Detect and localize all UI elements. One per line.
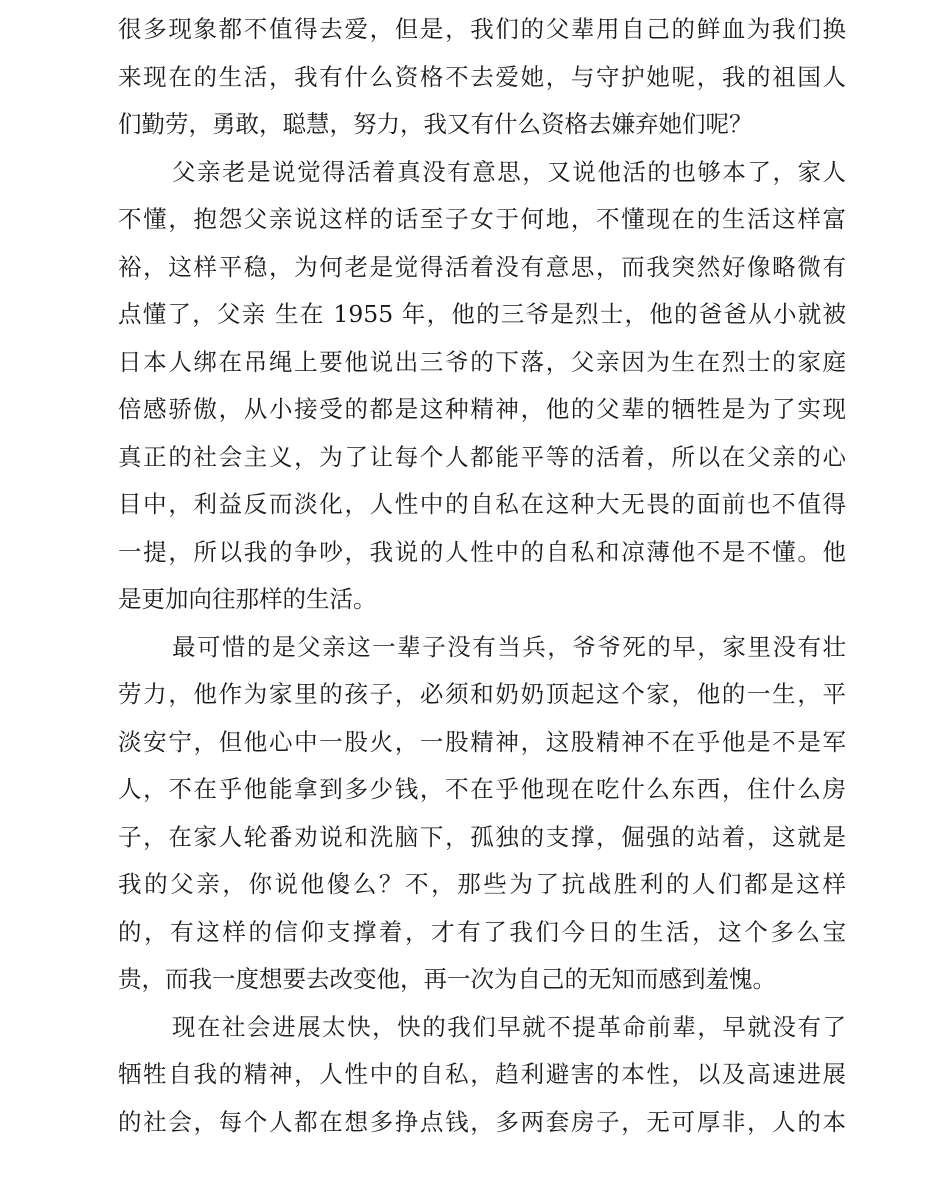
- text-line: 牺牲自我的精神，人性中的自私，趋利避害的本性，以及高速进展: [118, 1060, 846, 1088]
- paragraph-4: [118, 1004, 846, 1147]
- text-line: 不懂，抱怨父亲说这样的话至子女于何地，不懂现在的生活这样富: [118, 205, 846, 233]
- text-line: 人，不在乎他能拿到多少钱，不在乎他现在吃什么东西，住什么房: [118, 775, 846, 803]
- paragraph-3: [118, 624, 846, 1004]
- text-line: 淡安宁，但他心中一股火，一股精神，这股精神不在乎他是不是军: [118, 727, 846, 756]
- text-line: 的社会，每个人都在想多挣点钱，多两套房子，无可厚非，人的本: [118, 1107, 846, 1136]
- text-line: 父亲老是说觉得活着真没有意思，又说他活的也够本了，家人: [172, 157, 846, 186]
- text-line: 真正的社会主义，为了让每个人都能平等的活着，所以在父亲的心: [118, 442, 846, 471]
- paragraph-1: [118, 6, 846, 149]
- text-line: 倍感骄傲，从小接受的都是这种精神，他的父辈的牺牲是为了实现: [118, 395, 846, 423]
- text-line: 是更加向往那样的生活。: [118, 585, 377, 613]
- text-line: 子，在家人轮番劝说和洗脑下，孤独的支撑，倔强的站着，这就是: [118, 822, 846, 851]
- text-line: 日本人绑在吊绳上要他说出三爷的下落，父亲因为生在烈士的家庭: [118, 347, 846, 376]
- document-page: [118, 6, 846, 1146]
- text-line: 们勤劳，勇敢，聪慧，努力，我又有什么资格去嫌弃她们呢？: [118, 110, 753, 138]
- text-line: 贵，而我一度想要去改变他，再一次为自己的无知而感到羞愧。: [118, 965, 776, 993]
- text-line: 目中，利益反而淡化，人性中的自私在这种大无畏的面前也不值得: [118, 490, 846, 518]
- text-line: 点懂了，父亲 生在 1955 年，他的三爷是烈士，他的爸爸从小就被: [118, 300, 846, 328]
- text-line: 的，有这样的信仰支撑着，才有了我们今日的生活，这个多么宝: [118, 917, 846, 946]
- text-line: 现在社会进展太快，快的我们早就不提革命前辈，早就没有了: [172, 1012, 846, 1041]
- text-line: 劳力，他作为家里的孩子，必须和奶奶顶起这个家，他的一生，平: [118, 680, 846, 708]
- paragraph-2: [118, 149, 846, 624]
- text-line: 裕，这样平稳，为何老是觉得活着没有意思，而我突然好像略微有: [118, 252, 846, 281]
- text-line: 很多现象都不值得去爱，但是，我们的父辈用自己的鲜血为我们换: [118, 15, 846, 43]
- text-line: 来现在的生活，我有什么资格不去爱她，与守护她呢，我的祖国人: [118, 62, 846, 91]
- text-line: 我的父亲，你说他傻么？不，那些为了抗战胜利的人们都是这样: [118, 870, 846, 898]
- text-line: 一提，所以我的争吵，我说的人性中的自私和凉薄他不是不懂。他: [118, 537, 846, 566]
- text-line: 最可惜的是父亲这一辈子没有当兵，爷爷死的早，家里没有壮: [172, 632, 846, 661]
